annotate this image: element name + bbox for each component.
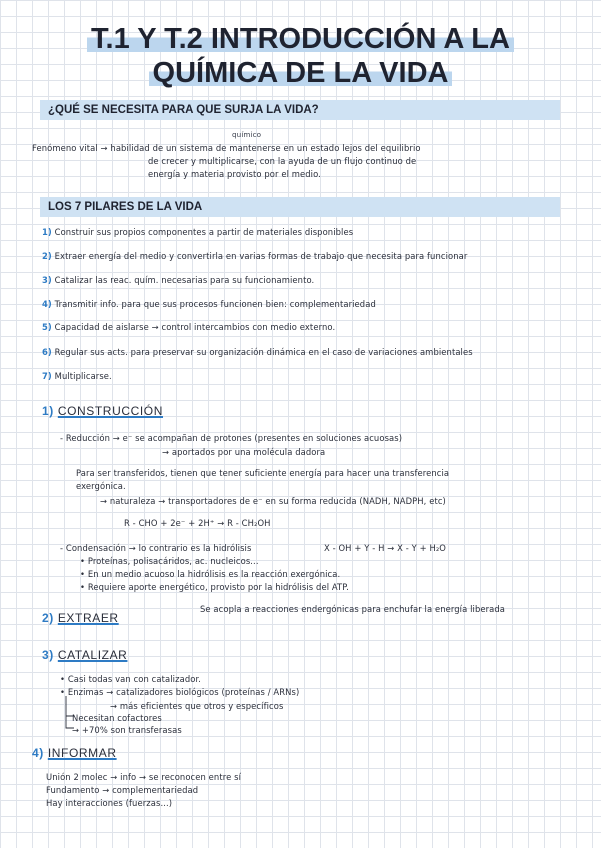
question-heading: ¿QUÉ SE NECESITA PARA QUE SURJA LA VIDA? [40, 100, 560, 120]
page-title [0, 22, 601, 90]
condensacion-equation: X - OH + Y - H → X - Y + H₂O [324, 543, 447, 553]
acopla-note: Se acopla a reacciones endergónicas para enchufar la energía liberada [200, 604, 506, 614]
informar-line: Unión 2 molec → info → se reconocen entre sí [46, 772, 241, 782]
question-line-1: Fenómeno vital → habilidad de un sistema de mantenerse en un estado lejos del equilibrio [32, 143, 421, 153]
catalizar-eficientes: → más eficientes que otros y específicos [110, 701, 284, 711]
informar-line: Fundamento → complementariedad [46, 785, 199, 795]
aportados-line: → aportados por una molécula dadora [162, 447, 326, 457]
quimico-annotation: químico [232, 130, 262, 139]
pillar-item: 1) Construir sus propios componentes a partir de materiales disponibles [42, 227, 354, 237]
reduccion-line: - Reducción → e⁻ se acompañan de protones (presentes en soluciones acuosas) [60, 433, 403, 443]
title-line-2: QUÍMICA DE LA VIDA [149, 57, 453, 89]
construccion-heading: 1) CONSTRUCCIÓN [42, 404, 164, 418]
reduction-equation: R - CHO + 2e⁻ + 2H⁺ → R - CH₂OH [124, 518, 271, 528]
informar-heading: 4) INFORMAR [32, 746, 117, 760]
informar-line: Hay interacciones (fuerzas...) [46, 798, 173, 808]
catalizar-heading: 3) CATALIZAR [42, 648, 128, 662]
catalizar-transferasas: → +70% son transferasas [72, 725, 182, 735]
pillar-item: 4) Transmitir info. para que sus procesos funcionen bien: complementariedad [42, 299, 376, 309]
catalizar-cofactores: Necesitan cofactores [72, 713, 162, 723]
catalizar-bullet: • Casi todas van con catalizador. [60, 674, 201, 684]
question-line-2: de crecer y multiplicarse, con la ayuda de un flujo continuo de [148, 156, 417, 166]
pillars-heading: LOS 7 PILARES DE LA VIDA [40, 197, 560, 217]
condensacion-bullet: • En un medio acuoso la hidrólisis es la reacción exergónica. [80, 569, 340, 579]
condensacion-bullet: • Proteínas, polisacáridos, ac. nucleicos... [80, 556, 259, 566]
extraer-heading: 2) EXTRAER [42, 611, 119, 625]
pillar-item: 3) Catalizar las reac. quím. necesarias para su funcionamiento. [42, 275, 315, 285]
transferidos-line-2: exergónica. [76, 481, 126, 491]
condensacion-bullet: • Requiere aporte energético, provisto por la hidrólisis del ATP. [80, 582, 349, 592]
naturaleza-line: → naturaleza → transportadores de e⁻ en su forma reducida (NADH, NADPH, etc) [100, 496, 446, 506]
pillar-item: 5) Capacidad de aislarse → control intercambios con medio externo. [42, 322, 336, 332]
catalizar-bullet: • Enzimas → catalizadores biológicos (proteínas / ARNs) [60, 687, 299, 697]
condensacion-line: - Condensación → lo contrario es la hidrólisis [60, 543, 252, 553]
pillar-item: 6) Regular sus acts. para preservar su organización dinámica en el caso de variaciones ambientales [42, 347, 473, 357]
pillar-item: 7) Multiplicarse. [42, 371, 112, 381]
bracket-connector [64, 694, 76, 734]
transferidos-line-1: Para ser transferidos, tienen que tener suficiente energía para hacer una transferencia [76, 468, 450, 478]
question-line-3: energía y materia provisto por el medio. [148, 169, 321, 179]
title-line-1: T.1 Y T.2 INTRODUCCIÓN A LA [87, 23, 514, 55]
pillar-item: 2) Extraer energía del medio y convertirla en varias formas de trabajo que necesita para funcionar [42, 251, 468, 261]
